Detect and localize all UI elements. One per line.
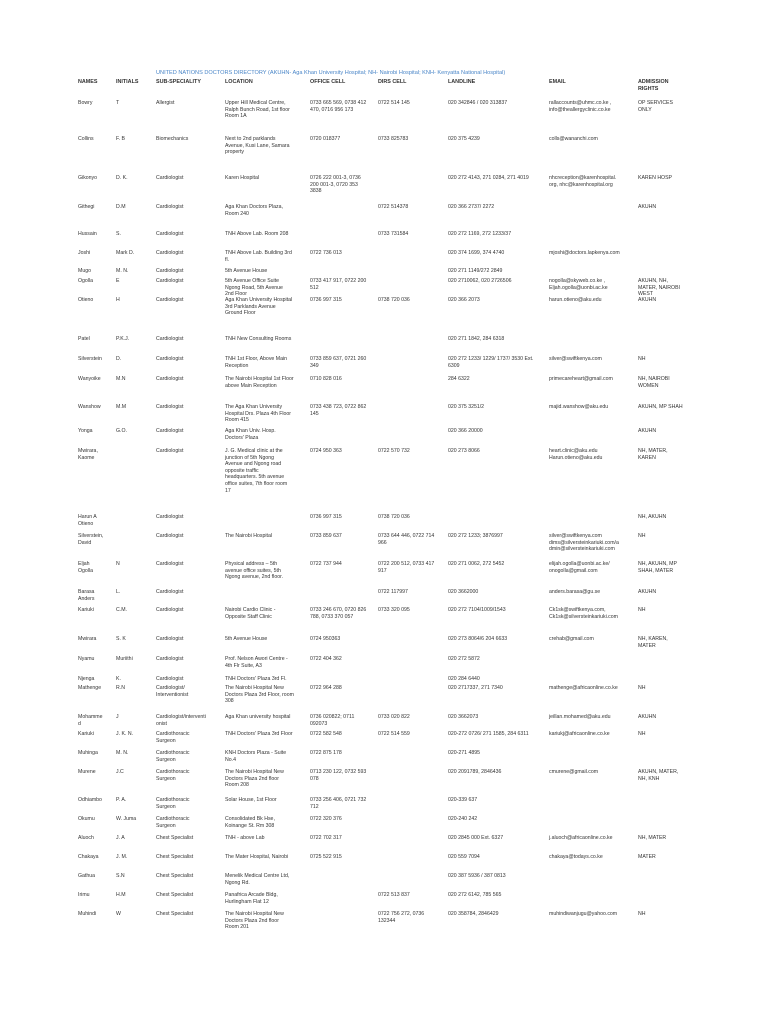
cell-location: J. G. Medical clinic at the junction of 5th Ngong Avenue and Ngong road opposite traffic headquarters. 5th avenue office suites, 7th floor room 17 <box>225 448 288 494</box>
cell-landline: 020 273 8064/6 204 6633 <box>448 636 508 642</box>
cell-initials: S. K <box>116 636 126 642</box>
cell-dirs-cell: 0722 756 272, 0736 132344 <box>378 911 425 924</box>
cell-sub-speciality: Chest Specialist <box>156 892 194 898</box>
cell-email: mathenge@africaonline.co.ke <box>549 685 618 691</box>
cell-names: Harun A Otieno <box>78 514 97 527</box>
cell-office-cell: 0724 950 363 <box>310 448 342 454</box>
cell-office-cell: 0733 438 723, 0722 862 145 <box>310 404 367 417</box>
cell-email: rallaccounts@uhmc.co.ke , info@theallergyclinic.co.ke <box>549 100 612 113</box>
cell-sub-speciality: Cardiologist <box>156 376 184 382</box>
cell-admission-rights: NH, MATER <box>638 835 667 841</box>
cell-names: Mwirara, Kaome <box>78 448 98 461</box>
cell-names: Irimu <box>78 892 90 898</box>
cell-dirs-cell: 0722 514378 <box>378 204 409 210</box>
cell-sub-speciality: Cardiologist <box>156 336 184 342</box>
cell-landline: 020 2717337, 271 7340 <box>448 685 503 691</box>
cell-admission-rights: NH <box>638 731 646 737</box>
cell-location: Panafrica Arcade Bldg, Hurlingham Flat 12 <box>225 892 278 905</box>
cell-sub-speciality: Cardiologist <box>156 278 184 284</box>
cell-landline: 020 272 1169, 272 1233/37 <box>448 231 512 237</box>
cell-office-cell: 0722 404 362 <box>310 656 342 662</box>
cell-landline: 020 2710062, 020 2726506 <box>448 278 512 284</box>
cell-sub-speciality: Cardiothoracic Surgeon <box>156 731 190 744</box>
cell-dirs-cell: 0738 720 036 <box>378 297 410 303</box>
cell-email: silver@swiftkenya.com <box>549 356 602 362</box>
cell-email: heart.clinic@aku.edu Harun.otieno@aku.edu <box>549 448 603 461</box>
cell-names: Mugo <box>78 268 91 274</box>
cell-initials: R.N <box>116 685 125 691</box>
cell-email: Ck1sk@swiftkenya.com, Ck1sk@silversteinkariuki.com <box>549 607 618 620</box>
cell-location: Menelik Medical Centre Ltd, Ngong Rd. <box>225 873 290 886</box>
cell-email: anders.barasa@gu.se <box>549 589 601 595</box>
cell-dirs-cell: 0733 731584 <box>378 231 409 237</box>
cell-landline: 020 273 8066 <box>448 448 480 454</box>
cell-email: nhcreception@karenhospital. org, nhc@karenhospital.org <box>549 175 617 188</box>
cell-initials: D.M <box>116 204 126 210</box>
cell-sub-speciality: Biomechanics <box>156 136 189 142</box>
cell-sub-speciality: Cardiologist <box>156 175 184 181</box>
cell-landline: 020-339 637 <box>448 797 478 803</box>
cell-email: jeillan.mohamed@aku.edu <box>549 714 611 720</box>
cell-names: Silverstein <box>78 356 102 362</box>
cell-office-cell: 0733 246 670, 0720 826 788, 0733 370 057 <box>310 607 367 620</box>
header-admission-rights: ADMISSION RIGHTS <box>638 79 669 92</box>
cell-office-cell: 0710 828 016 <box>310 376 342 382</box>
cell-names: Muhindi <box>78 911 97 917</box>
cell-office-cell: 0736 997 315 <box>310 514 342 520</box>
cell-dirs-cell: 0722 570 732 <box>378 448 410 454</box>
cell-names: Mohamme d <box>78 714 103 727</box>
cell-initials: M. N. <box>116 268 129 274</box>
cell-dirs-cell: 0722 513 837 <box>378 892 410 898</box>
cell-names: Kariuki <box>78 731 94 737</box>
cell-names: Murene <box>78 769 96 775</box>
cell-initials: D. K. <box>116 175 128 181</box>
cell-admission-rights: AKUHN <box>638 297 657 303</box>
cell-sub-speciality: Cardiothoracic Surgeon <box>156 816 190 829</box>
cell-sub-speciality: Cardiologist <box>156 231 184 237</box>
cell-initials: L. <box>116 589 121 595</box>
cell-sub-speciality: Chest Specialist <box>156 873 194 879</box>
cell-sub-speciality: Cardiologist <box>156 250 184 256</box>
cell-landline: 020 559 7094 <box>448 854 480 860</box>
cell-sub-speciality: Cardiologist <box>156 561 184 567</box>
cell-sub-speciality: Cardiologist <box>156 448 184 454</box>
cell-dirs-cell: 0733 320 095 <box>378 607 410 613</box>
cell-admission-rights: NH, AKUHN, MP SHAH, MATER <box>638 561 677 574</box>
cell-landline: 020 272 1233; 3876997 <box>448 533 503 539</box>
cell-initials: Mark D. <box>116 250 135 256</box>
cell-names: Njenga <box>78 676 95 682</box>
header-dirs-cell: DIRS CELL <box>378 79 407 85</box>
cell-office-cell: 0722 702 317 <box>310 835 342 841</box>
cell-initials: S.N <box>116 873 125 879</box>
cell-landline: 020 366 2737/ 2272 <box>448 204 495 210</box>
cell-landline: 020 271 1842, 284 6318 <box>448 336 505 342</box>
cell-dirs-cell: 0722 200 512, 0733 417 917 <box>378 561 435 574</box>
cell-dirs-cell: 0722 117997 <box>378 589 408 595</box>
cell-email: nogolla@skyweb.co.ke , Eljah.ogolla@uonbi.ac.ke <box>549 278 608 291</box>
cell-initials: E <box>116 278 120 284</box>
cell-initials: K. <box>116 676 121 682</box>
cell-names: Collins <box>78 136 94 142</box>
cell-sub-speciality: Cardiologist/ Interventionist <box>156 685 189 698</box>
cell-sub-speciality: Chest Specialist <box>156 854 194 860</box>
cell-sub-speciality: Cardiothoracic Surgeon <box>156 769 190 782</box>
cell-office-cell: 0722 736 013 <box>310 250 342 256</box>
cell-sub-speciality: Cardiologist <box>156 514 184 520</box>
cell-landline: 020 272 5872 <box>448 656 480 662</box>
cell-dirs-cell: 0733 644 446, 0722 714 966 <box>378 533 435 546</box>
cell-initials: Muriithi <box>116 656 133 662</box>
cell-sub-speciality: Cardiologist <box>156 297 184 303</box>
cell-names: Barasa Anders <box>78 589 95 602</box>
cell-names: Odhiambo <box>78 797 102 803</box>
cell-email: j.aluoch@africaonline.co.ke <box>549 835 613 841</box>
cell-landline: 020 272 4143, 271 0284, 271 4019 <box>448 175 529 181</box>
cell-office-cell: 0722 582 548 <box>310 731 342 737</box>
cell-initials: G.O. <box>116 428 127 434</box>
header-email: EMAIL <box>549 79 566 85</box>
cell-names: Okumu <box>78 816 95 822</box>
cell-office-cell: 0733 859 637 <box>310 533 342 539</box>
cell-location: TNH Above Lab. Building 3rd fl. <box>225 250 292 263</box>
cell-names: Wanyoike <box>78 376 101 382</box>
cell-location: TNH Above Lab. Room 208 <box>225 231 289 237</box>
directory-title: UNITED NATIONS DOCTORS DIRECTORY (AKUHN- Aga Khan University Hospital; NH- Nairobi Hospital; KNH- Kenyatta National Hospital) <box>156 70 506 76</box>
cell-location: TNH 1st Floor, Above Main Reception <box>225 356 287 369</box>
cell-location: Aga Khan University Hospital 3rd Parklands Avenue Ground Floor <box>225 297 293 317</box>
cell-sub-speciality: Cardiologist <box>156 589 184 595</box>
cell-office-cell: 0720 018377 <box>310 136 341 142</box>
header-location: LOCATION <box>225 79 253 85</box>
cell-landline: 020 2845 000 Ext. 6327 <box>448 835 504 841</box>
cell-location: The Nairobi Hospital New Doctors Plaza 2nd floor Room 208 <box>225 769 284 789</box>
cell-location: KNH Doctors Plaza - Suite No.4 <box>225 750 287 763</box>
cell-names: Joshi <box>78 250 91 256</box>
cell-location: TNH New Consulting Rooms <box>225 336 292 342</box>
cell-email: harun.otieno@aku.edu <box>549 297 602 303</box>
cell-landline: 020 3662073 <box>448 714 479 720</box>
cell-office-cell: 0736 020822; 0711 092073 <box>310 714 355 727</box>
cell-landline: 020 3662000 <box>448 589 479 595</box>
cell-landline: 020-272 0726/ 271 1585, 284 6311 <box>448 731 529 737</box>
cell-names: Wanshow <box>78 404 101 410</box>
cell-landline: 020 358784, 2846429 <box>448 911 499 917</box>
cell-admission-rights: AKUHN, MP SHAH <box>638 404 683 410</box>
cell-initials: P. A. <box>116 797 127 803</box>
cell-dirs-cell: 0733 825783 <box>378 136 409 142</box>
cell-email: silver@swiftkenya.com dims@silversteinkariuki.com/a dmin@silversteinkariuki.com <box>549 533 619 553</box>
cell-location: Aga Khan Doctors Plaza, Room 240 <box>225 204 283 217</box>
cell-sub-speciality: Cardiothoracic Surgeon <box>156 750 190 763</box>
cell-names: Hussain <box>78 231 97 237</box>
cell-office-cell: 0733 417 917, 0722 200 512 <box>310 278 367 291</box>
cell-names: Chakaya <box>78 854 99 860</box>
header-landline: LANDLINE <box>448 79 476 85</box>
header-office-cell: OFFICE CELL <box>310 79 346 85</box>
cell-admission-rights: AKUHN, NH, MATER, NAIROBI WEST <box>638 278 680 298</box>
cell-initials: M.N <box>116 376 126 382</box>
cell-email: cmurene@gmail.com <box>549 769 599 775</box>
cell-names: Patel <box>78 336 90 342</box>
header-initials: INITIALS <box>116 79 139 85</box>
cell-dirs-cell: 0722 514 145 <box>378 100 410 106</box>
header-names: NAMES <box>78 79 98 85</box>
cell-landline: 020 375 3251/2 <box>448 404 485 410</box>
cell-location: Solar House, 1st Floor <box>225 797 277 803</box>
cell-email: crehab@gmail.com <box>549 636 594 642</box>
cell-office-cell: 0736 997 315 <box>310 297 342 303</box>
cell-landline: 020 374 1699, 374 4740 <box>448 250 505 256</box>
cell-landline: 020 271 1149/272 2849 <box>448 268 503 274</box>
cell-initials: C.M. <box>116 607 127 613</box>
cell-office-cell: 0724 950363 <box>310 636 341 642</box>
cell-admission-rights: NH <box>638 911 646 917</box>
cell-sub-speciality: Cardiologist <box>156 268 184 274</box>
cell-admission-rights: AKUHN <box>638 714 657 720</box>
cell-location: The Nairobi Hospital New Doctors Plaza 3rd Floor, room 308 <box>225 685 294 705</box>
cell-admission-rights: AKUHN <box>638 589 657 595</box>
cell-dirs-cell: 0733 020 822 <box>378 714 410 720</box>
cell-sub-speciality: Cardiologist/interventi onist <box>156 714 206 727</box>
cell-office-cell: 0713 230 122, 0732 593 078 <box>310 769 367 782</box>
cell-names: Gikonyo <box>78 175 98 181</box>
cell-email: chakaya@todays.co.ke <box>549 854 603 860</box>
cell-admission-rights: NH <box>638 356 646 362</box>
cell-location: Physical address – 5th avenue office suites, 5th Ngong avenue, 2nd floor. <box>225 561 283 581</box>
cell-location: Aga Khan Univ. Hosp. Doctors' Plaza <box>225 428 276 441</box>
cell-office-cell: 0725 522 915 <box>310 854 342 860</box>
cell-names: Kariuki <box>78 607 94 613</box>
cell-admission-rights: AKUHN, MATER, NH, KNH <box>638 769 679 782</box>
cell-names: Ogolla <box>78 278 93 284</box>
cell-office-cell: 0722 737 944 <box>310 561 342 567</box>
cell-names: Mwirara <box>78 636 97 642</box>
cell-office-cell: 0726 222 001-3, 0736 200 001-3, 0720 353 3838 <box>310 175 361 195</box>
cell-initials: W. Juma <box>116 816 137 822</box>
cell-names: Gathua <box>78 873 96 879</box>
cell-sub-speciality: Cardiologist <box>156 404 184 410</box>
cell-initials: J <box>116 714 119 720</box>
cell-landline: 020 271 0062, 272 5452 <box>448 561 505 567</box>
cell-names: Muhinga <box>78 750 98 756</box>
cell-email: colls@wananchi.com <box>549 136 598 142</box>
cell-initials: W <box>116 911 121 917</box>
cell-names: Otieno <box>78 297 94 303</box>
cell-landline: 020 272 7104/1009/1543 <box>448 607 506 613</box>
cell-initials: N <box>116 561 120 567</box>
cell-initials: J. M. <box>116 854 128 860</box>
cell-initials: D. <box>116 356 122 362</box>
cell-names: Mathenge <box>78 685 102 691</box>
cell-location: TNH - above Lab <box>225 835 265 841</box>
cell-initials: P.K.J. <box>116 336 130 342</box>
cell-landline: 020 375 4239 <box>448 136 480 142</box>
cell-location: The Nairobi Hospital New Doctors Plaza 2nd floor Room 201 <box>225 911 284 931</box>
cell-initials: H <box>116 297 120 303</box>
cell-location: The Nairobi Hospital 1st Floor above Main Reception <box>225 376 294 389</box>
cell-admission-rights: NH, AKUHN <box>638 514 667 520</box>
cell-admission-rights: NH <box>638 685 646 691</box>
cell-location: TNH Doctors' Plaza 3rd Fl. <box>225 676 287 682</box>
cell-sub-speciality: Allergist <box>156 100 175 106</box>
cell-sub-speciality: Cardiologist <box>156 656 184 662</box>
cell-landline: 020 342846 / 020 313837 <box>448 100 508 106</box>
cell-sub-speciality: Cardiologist <box>156 204 184 210</box>
cell-location: The Aga Khan University Hospital Drs. Plaza 4th Floor Room 415 <box>225 404 292 424</box>
cell-landline: 020 272 6142, 785 565 <box>448 892 502 898</box>
cell-location: Nairobi Cardio Clinic - Opposite Staff Clinic <box>225 607 276 620</box>
cell-names: Aluoch <box>78 835 94 841</box>
cell-sub-speciality: Chest Specialist <box>156 911 194 917</box>
cell-landline: 020-271 4895 <box>448 750 481 756</box>
cell-initials: H.M <box>116 892 126 898</box>
cell-sub-speciality: Cardiologist <box>156 533 184 539</box>
cell-admission-rights: MATER <box>638 854 656 860</box>
cell-sub-speciality: Cardiologist <box>156 636 184 642</box>
cell-admission-rights: OP SERVICES ONLY <box>638 100 673 113</box>
cell-location: 5th Avenue House <box>225 636 268 642</box>
cell-location: Aga Khan university hospital <box>225 714 291 720</box>
cell-admission-rights: AKUHN <box>638 204 657 210</box>
cell-names: Nyamu <box>78 656 95 662</box>
header-sub-speciality: SUB-SPECIALITY <box>156 79 201 85</box>
cell-location: The Mater Hospital, Nairobi <box>225 854 289 860</box>
cell-initials: S. <box>116 231 121 237</box>
cell-email: kariukj@africaonline.co.ke <box>549 731 610 737</box>
cell-landline: 020-240 242 <box>448 816 478 822</box>
cell-admission-rights: NH, NAIROBI WOMEN <box>638 376 670 389</box>
cell-initials: T <box>116 100 120 106</box>
cell-admission-rights: KAREN HOSP <box>638 175 673 181</box>
cell-initials: J. K. N. <box>116 731 134 737</box>
cell-dirs-cell: 0738 720 036 <box>378 514 410 520</box>
cell-location: Karen Hospital <box>225 175 260 181</box>
cell-admission-rights: NH <box>638 533 646 539</box>
cell-email: mjoshi@doctors.lapkenya.com <box>549 250 620 256</box>
cell-sub-speciality: Cardiologist <box>156 428 184 434</box>
cell-email: muhindiwanjugu@yahoo.com <box>549 911 618 917</box>
cell-office-cell: 0733 256 406, 0721 732 712 <box>310 797 367 810</box>
cell-location: TNH Doctors' Plaza 3rd Floor <box>225 731 293 737</box>
cell-landline: 020 387 5936 / 387 0813 <box>448 873 506 879</box>
cell-location: Next to 2nd parklands Avenue, Kusi Lane, Samara property <box>225 136 290 156</box>
cell-landline: 020 366 2073 <box>448 297 480 303</box>
cell-sub-speciality: Cardiothoracic Surgeon <box>156 797 190 810</box>
cell-sub-speciality: Cardiologist <box>156 676 184 682</box>
cell-office-cell: 0722 875 178 <box>310 750 342 756</box>
cell-email: primecareheart@gmail.com <box>549 376 613 382</box>
cell-office-cell: 0722 964 288 <box>310 685 342 691</box>
cell-initials: F. B <box>116 136 125 142</box>
cell-names: Silverstein, David <box>78 533 104 546</box>
cell-sub-speciality: Cardiologist <box>156 356 184 362</box>
cell-landline: 020 2091789, 2846436 <box>448 769 502 775</box>
cell-office-cell: 0722 320 376 <box>310 816 342 822</box>
cell-landline: 284 6322 <box>448 376 470 382</box>
cell-sub-speciality: Cardiologist <box>156 607 184 613</box>
cell-initials: J. A <box>116 835 125 841</box>
cell-location: The Nairobi Hospital <box>225 533 272 539</box>
cell-location: Prof. Nelson Awori Centre - 4th Flr Suite, A3 <box>225 656 288 669</box>
cell-landline: 020 284 6440 <box>448 676 480 682</box>
cell-location: Consolidated Bk Hse, Koinange St. Rm 308 <box>225 816 275 829</box>
cell-initials: J.C <box>116 769 124 775</box>
cell-admission-rights: NH, MATER, KAREN <box>638 448 668 461</box>
cell-dirs-cell: 0722 514 559 <box>378 731 410 737</box>
cell-sub-speciality: Chest Specialist <box>156 835 194 841</box>
cell-admission-rights: AKUHN <box>638 428 657 434</box>
cell-initials: M. N. <box>116 750 129 756</box>
cell-office-cell: 0733 665 569, 0738 412 470, 0716 956 173 <box>310 100 367 113</box>
cell-names: Yonga <box>78 428 93 434</box>
cell-location: 5th Avenue House <box>225 268 268 274</box>
cell-names: Githegi <box>78 204 95 210</box>
cell-landline: 020 272 1233/ 1229/ 1737/ 3530 Ext. 6309 <box>448 356 534 369</box>
cell-email: elijah.ogolla@uonbi.ac.ke/ onogolla@gmail.com <box>549 561 610 574</box>
cell-landline: 020 366 20000 <box>448 428 483 434</box>
cell-email: majid.wanshow@aku.edu <box>549 404 609 410</box>
cell-location: 5th Avenue Office Suite Ngong Road, 5th Avenue 2nd Floor <box>225 278 283 298</box>
cell-office-cell: 0733 859 637, 0721 260 349 <box>310 356 367 369</box>
cell-admission-rights: NH <box>638 607 646 613</box>
cell-admission-rights: NH, KAREN, MATER <box>638 636 668 649</box>
cell-names: Bowry <box>78 100 93 106</box>
cell-names: Eljah Ogolla <box>78 561 93 574</box>
cell-initials: M.M <box>116 404 127 410</box>
cell-location: Upper Hill Medical Centre, Ralph Bunch Road, 1st floor Room 1A <box>225 100 290 120</box>
